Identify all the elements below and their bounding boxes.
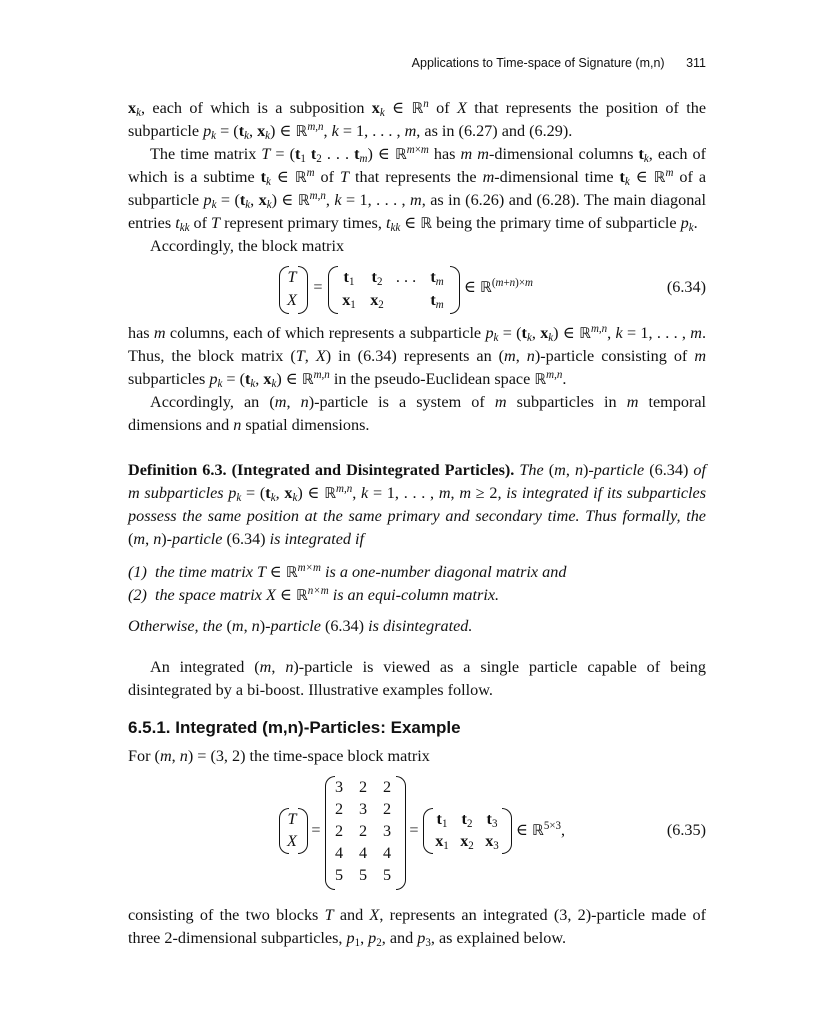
paragraph: The time matrix $T = (t_1$ $t_2$ . . . $t_m$) ∈ ℝ$^{m\times m}$ has m m-dimensional columns $t_k$, each of which is a subtime $t_k$ ∈ ℝ$^m$ of T that represents the m-dimensional time $t_k$ ∈ ℝ$^m$ of a subparticle $p_k = (t_k$, $x_k$) ∈ ℝ$^{m,n}$, k = 1, . . . , m, as in (6.26) and (6.28). The main diagonal entries $t_{kk}$ of T represent primary times, $t_{kk}$ ∈ ℝ being the primary time of subparticle $p_k$. (128, 143, 707, 234)
condition-item: (2) the space matrix X ∈ ℝ$^{n\times m}$ is an equi-column matrix. (128, 584, 500, 604)
equation-6-34: T X = $t_1$ $t_2$ . . . $t_m$ $x_1$ $x_2$ $t_m$ ∈ ℝ$^{(m+n)\times m}$ (6.34) (128, 264, 706, 318)
paragraph: Accordingly, an (m, n)-particle is a system of m subparticles in m temporal dimensions and n spatial dimensions. (128, 393, 707, 434)
equation-6-35: T X = 3 2 2 2 3 2 2 2 3 4 4 4 5 5 5 = $t_1$ $t_2$ $t_3$ $x_1$ $x_2$ $x_3$ ∈ ℝ$^{5\times 3}$, (6.35) (128, 774, 706, 896)
definition-otherwise: Otherwise, the (m, n)-particle (6.34) is disintegrated. (128, 617, 473, 635)
paragraph: $x_k$, each of which is a subposition $x_k$ ∈ ℝ$^n$ of X that represents the position of the subparticle $p_k = (t_k$, $x_k$) ∈ ℝ$^{m,n}$, k = 1, . . . , m, as in (6.27) and (6.29). (128, 97, 707, 142)
paragraph: An integrated (m, n)-particle is viewed as a single particle capable of being disintegrated by a bi-boost. Illustrative examples follow. (128, 658, 706, 699)
definition-6-3 (128, 459, 706, 638)
right-paren (298, 266, 308, 314)
definition-heading: Definition 6.3. (Integrated and Disintegrated Particles). (128, 461, 515, 479)
definition-text: Definition 6.3. (Integrated and Disintegrated Particles). The (m, n)-particle (6.34) of m subparticles $p_k = (t_k$, $x_k$) ∈ ℝ$^{m,n}$, k = 1, . . . , m, m ≥ 2, is integrated if its subparticles possess the same position at the same primary and secondary time. Thus formally, the (m, n)-particle (6.34) is integrated if (128, 461, 707, 548)
paragraph: Accordingly, the block matrix (150, 237, 345, 255)
section-heading: 6.5.1. Integrated (m,n)-Particles: Example (128, 718, 461, 737)
page-number: 311 (686, 56, 706, 70)
matrix-right-paren (396, 776, 406, 890)
definition-conditions (128, 561, 706, 607)
equation-number: (6.34) (666, 278, 706, 296)
equation-number: (6.35) (666, 821, 706, 839)
paragraph: For (m, n) = (3, 2) the time-space block matrix (128, 747, 430, 765)
running-title: Applications to Time-space of Signature (m,n) (411, 56, 665, 70)
paragraph: has m columns, each of which represents a subparticle $p_k = (t_k$, $x_k$) ∈ ℝ$^{m,n}$, k = 1, . . . , m. Thus, the block matrix (T, X) in (6.34) represents an (m, n)-particle consisting of m subparticles $p_k = (t_k$, $x_k$) ∈ ℝ$^{m,n}$ in the pseudo-Euclidean space ℝ$^{m,n}$. (128, 322, 707, 390)
page-body (128, 97, 706, 950)
condition-item: (1) the time matrix T ∈ ℝ$^{m\times m}$ is a one-number diagonal matrix and (128, 561, 567, 581)
running-header (128, 52, 706, 75)
paragraph: consisting of the two blocks T and X, represents an integrated (3, 2)-particle made of three 2-dimensional subparticles, $p_1$, $p_2$, and $p_3$, as explained below. (128, 906, 707, 949)
